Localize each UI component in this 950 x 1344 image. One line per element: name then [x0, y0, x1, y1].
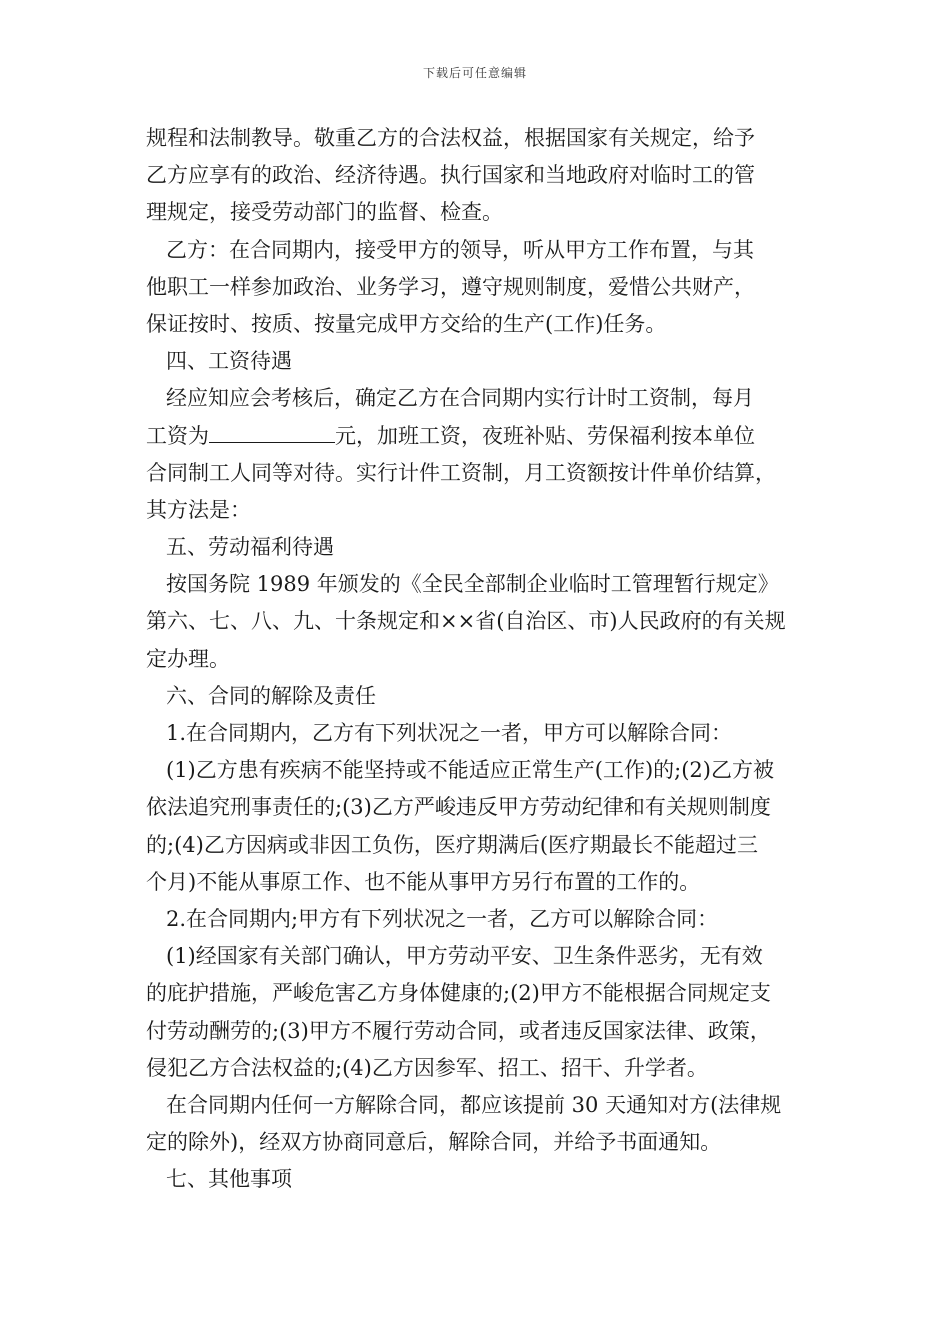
section-heading [146, 678, 826, 715]
text-line: 2.在合同期内;甲方有下列状况之一者，乙方可以解除合同： [166, 906, 719, 931]
text-line: 依法追究刑事责任的;(3)乙方严峻违反甲方劳动纪律和有关规则制度 [146, 795, 771, 820]
text-line: 乙方应享有的政治、经济待遇。执行国家和当地政府对临时工的管 [146, 163, 755, 188]
section-heading [146, 529, 826, 566]
paragraph [146, 901, 826, 938]
paragraph [146, 232, 826, 344]
paragraph [146, 752, 826, 901]
text-line: 理规定，接受劳动部门的监督、检查。 [146, 200, 503, 225]
text-line: 合同制工人同等对待。实行计件工资制，月工资额按计件单价结算， [146, 460, 776, 485]
paragraph [146, 1087, 826, 1161]
text-line: 的庇护措施，严峻危害乙方身体健康的;(2)甲方不能根据合同规定支 [146, 981, 771, 1006]
text-segment: 工资为 [146, 423, 209, 448]
text-segment: 元，加班工资，夜班补贴、劳保福利按本单位 [335, 423, 755, 448]
text-line: 第六、七、八、九、十条规定和××省(自治区、市)人民政府的有关规 [146, 609, 786, 634]
text-line: 1.在合同期内，乙方有下列状况之一者，甲方可以解除合同： [166, 721, 733, 745]
text-line: 的;(4)乙方因病或非因工负伤，医疗期满后(医疗期最长不能超过三 [146, 832, 759, 857]
section-heading [146, 1161, 826, 1198]
paragraph [146, 938, 826, 1087]
heading-text: 七、其他事项 [166, 1167, 292, 1192]
paragraph [146, 566, 826, 678]
fill-in-blank[interactable] [209, 420, 335, 443]
text-line: 在合同期内任何一方解除合同，都应该提前 30 天通知对方(法律规 [166, 1092, 782, 1117]
document-body [146, 120, 826, 1198]
paragraph [146, 380, 826, 529]
text-line: 规程和法制教导。敬重乙方的合法权益，根据国家有关规定，给予 [146, 126, 755, 150]
text-line: 按国务院 1989 年颁发的《全民全部制企业临时工管理暂行规定》 [166, 572, 779, 597]
text-line: 付劳动酬劳的;(3)甲方不履行劳动合同，或者违反国家法律、政策， [146, 1018, 771, 1043]
text-line: 个月)不能从事原工作、也不能从事甲方另行布置的工作的。 [146, 869, 701, 894]
text-line: 经应知应会考核后，确定乙方在合同期内实行计时工资制，每月 [166, 386, 754, 411]
page-header: 下载后可任意编辑 [422, 66, 527, 80]
text-line: (1)乙方患有疾病不能坚持或不能适应正常生产(工作)的;(2)乙方被 [166, 758, 774, 783]
text-line: 其方法是： [146, 497, 251, 522]
text-line: 保证按时、按质、按量完成甲方交给的生产(工作)任务。 [146, 311, 667, 336]
paragraph [146, 715, 826, 752]
text-line: 侵犯乙方合法权益的;(4)乙方因参军、招工、招干、升学者。 [146, 1055, 708, 1080]
text-line: 定的除外)，经双方协商同意后，解除合同，并给予书面通知。 [146, 1130, 722, 1155]
section-heading [146, 343, 826, 380]
paragraph [146, 120, 826, 232]
text-line-with-blank [146, 418, 826, 455]
text-line: 乙方：在合同期内，接受甲方的领导，听从甲方工作布置，与其 [166, 237, 754, 262]
text-line: 他职工一样参加政治、业务学习，遵守规则制度，爱惜公共财产， [146, 274, 755, 299]
text-line: 定办理。 [146, 646, 230, 671]
heading-text: 五、劳动福利待遇 [166, 535, 334, 560]
heading-text: 四、工资待遇 [166, 349, 292, 374]
heading-text: 六、合同的解除及责任 [166, 683, 376, 708]
text-line: (1)经国家有关部门确认，甲方劳动平安、卫生条件恶劣，无有效 [166, 944, 763, 969]
